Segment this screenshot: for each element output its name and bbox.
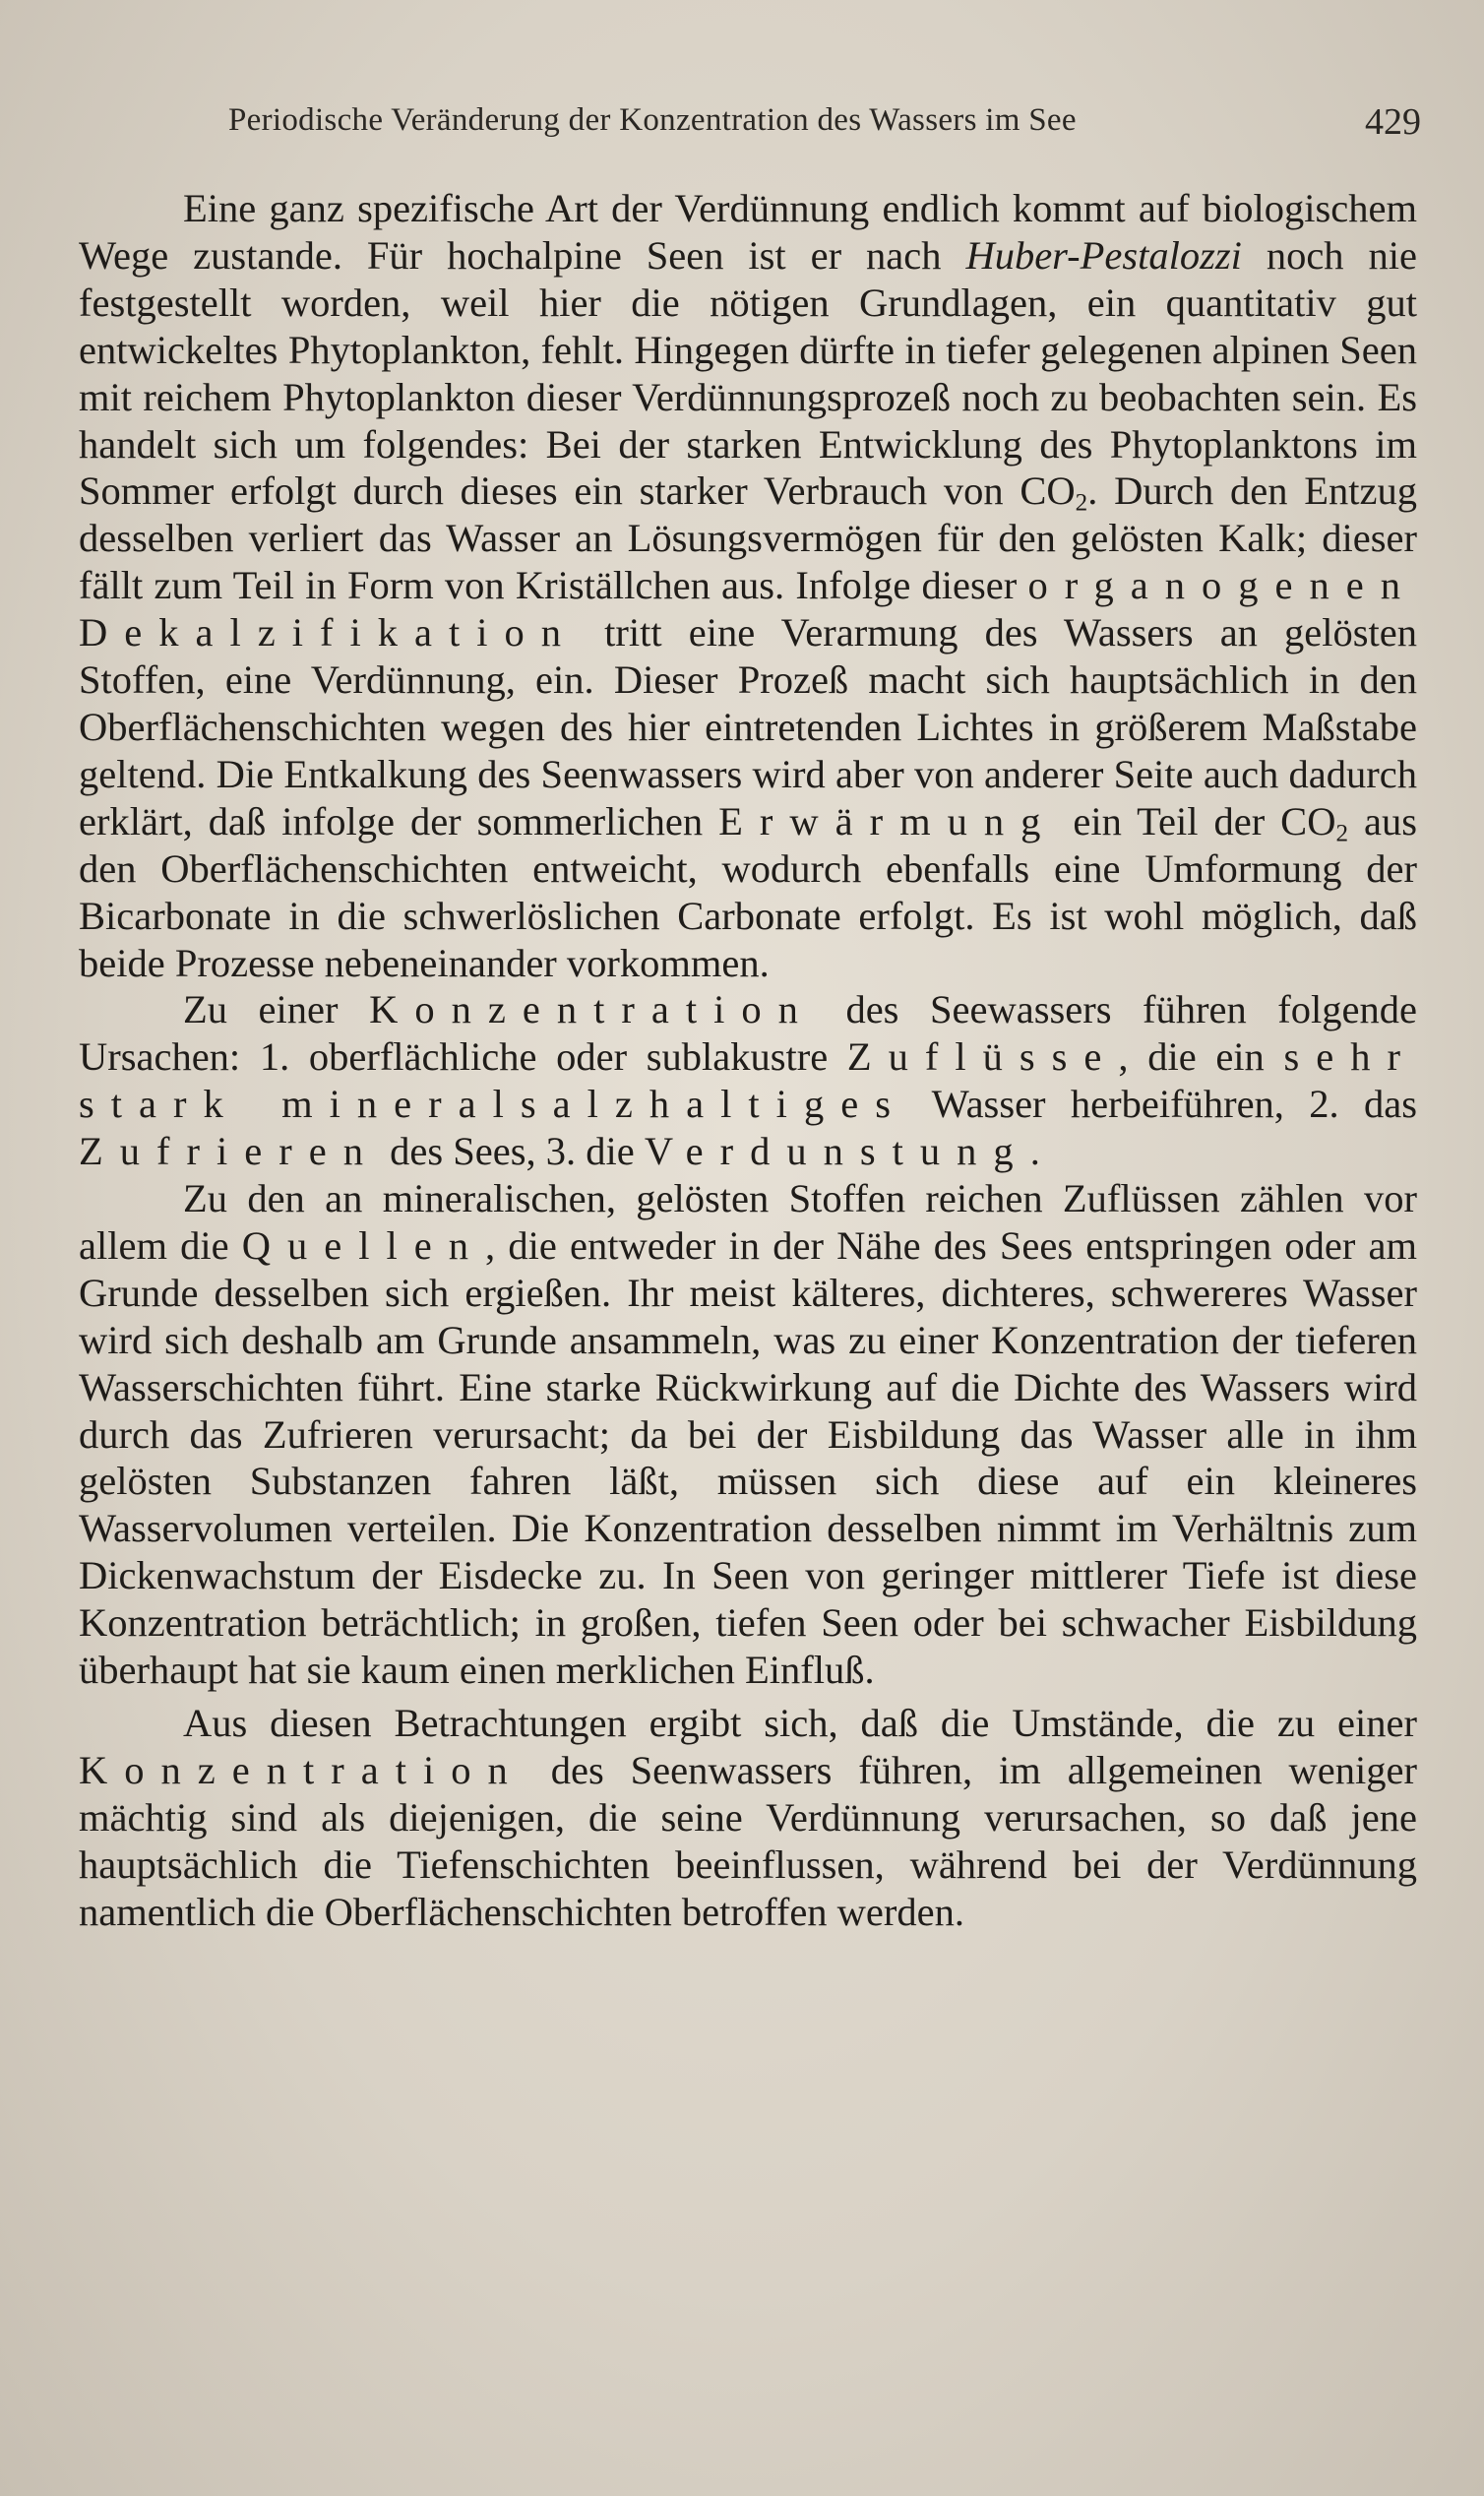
page-header	[228, 94, 1425, 154]
paragraph	[79, 1700, 1417, 1936]
spaced-emphasis: Konzentration	[369, 987, 815, 1032]
text-run: Aus diesen Betrachtungen ergibt sich, daß die Umstände, die zu einer	[183, 1701, 1417, 1745]
text-run: Wasser herbeiführen, 2. das	[906, 1082, 1417, 1127]
text-run: , die entweder in der Nähe des Sees entspringen oder am Grunde desselben sich ergießen. Ihr meist kälteres, dichteres, schwereres Wasser wird sich deshalb am Grunde ansammeln, was zu einer Konzentration der tieferen Wasserschichten führt. Eine starke Rückwirkung auf die Dichte des Wassers wird durch das Zufrieren verursacht; da bei der Eisbildung das Wasser alle in ihm gelösten Substanzen fahren läßt, müssen sich diese auf ein kleineres Wasservolumen verteilen. Die Konzentration desselben nimmt im Verhältnis zum Dickenwachstum der Eisdecke zu. In Seen von geringer mittlerer Tiefe ist diese Konzentration beträchtlich; in großen, tiefen Seen oder bei schwacher Eisbildung überhaupt hat sie kaum einen merklichen Einfluß.	[79, 1222, 1417, 1693]
text-run: .	[1029, 1129, 1040, 1174]
spaced-emphasis: Konzentration	[79, 1747, 525, 1792]
text-run: , die ein	[1118, 1034, 1284, 1080]
spaced-emphasis: Quellen	[241, 1222, 486, 1268]
paragraph	[79, 986, 1417, 1175]
text-run: . Durch den Entzug desselben verliert das Wasser an Lösungsvermögen für den gelösten Kalk; dieser fällt zum Teil in Form von Kriställchen aus. Infolge dieser	[79, 468, 1417, 608]
text-run: noch nie festgestellt worden, weil hier die nötigen Grundlagen, ein quantitativ gut entwickeltes Phytoplankton, fehlt. Hingegen dürfte in tiefer gelegenen alpinen Seen mit reichem Phytoplankton dieser Verdünnungsprozeß noch zu beobachten sein. Es handelt sich um folgendes: Bei der starken Entwicklung des Phytoplanktons im Sommer erfolgt durch dieses ein starker Verbrauch von CO	[79, 232, 1417, 514]
spaced-emphasis: Zuflüsse	[846, 1034, 1119, 1080]
spaced-emphasis: Zufrieren	[79, 1129, 380, 1174]
text-run: Zu den an mineralischen, gelösten Stoffen reichen Zuflüssen zählen vor allem die	[79, 1176, 1417, 1268]
paragraph	[79, 185, 1417, 986]
body-text	[79, 185, 1417, 1936]
paragraph	[79, 1175, 1417, 1694]
subscript: 2	[1075, 489, 1088, 517]
text-run: tritt eine Verarmung des Wassers an gelösten Stoffen, eine Verdünnung, ein. Dieser Prozeß macht sich hauptsächlich in den Oberflächenschichten wegen des hier eintretenden Lichtes in größerem Maßstabe geltend. Die Entkalkung des Seenwassers wird aber von anderer Seite auch dadurch erklärt, daß infolge der sommerlichen	[79, 610, 1417, 843]
subscript: 2	[1335, 820, 1348, 847]
text-run: Eine ganz spezifische Art der Verdünnung endlich kommt auf biologischem Wege zustande. Für hochalpine Seen ist er nach	[79, 186, 1417, 278]
text-run: des Seewassers führen folgende Ursachen: 1. oberflächliche oder sublakustre	[79, 987, 1417, 1080]
page-number: 429	[1365, 101, 1421, 143]
running-title: Periodische Veränderung der Konzentration des Wassers im See	[228, 102, 1077, 138]
spaced-emphasis: organogenen Dekalzifikation	[79, 563, 1417, 655]
spaced-emphasis: Verdunstung	[644, 1129, 1030, 1174]
text-run: aus den Oberflächenschichten entweicht, wodurch ebenfalls eine Umformung der Bicarbonate in die schwerlöslichen Carbonate erfolgt. Es ist wohl möglich, daß beide Prozesse nebeneinander vorkommen.	[79, 798, 1417, 985]
italic-name: Huber-Pestalozzi	[965, 232, 1242, 278]
text-run: des Seenwassers führen, im allgemeinen weniger mächtig sind als diejenigen, die seine Verdünnung verursachen, so daß jene hauptsächlich die Tiefenschichten beeinflussen, während bei der Verdünnung namentlich die Oberflächenschichten betroffen werden.	[79, 1747, 1417, 1934]
text-run: des Sees, 3. die	[380, 1129, 645, 1174]
spaced-emphasis: Erwärmung	[718, 798, 1058, 843]
text-run: Zu einer	[183, 987, 370, 1032]
text-run: ein Teil der CO	[1057, 798, 1336, 843]
spaced-emphasis: sehr stark mineralsalzhaltiges	[79, 1034, 1417, 1127]
